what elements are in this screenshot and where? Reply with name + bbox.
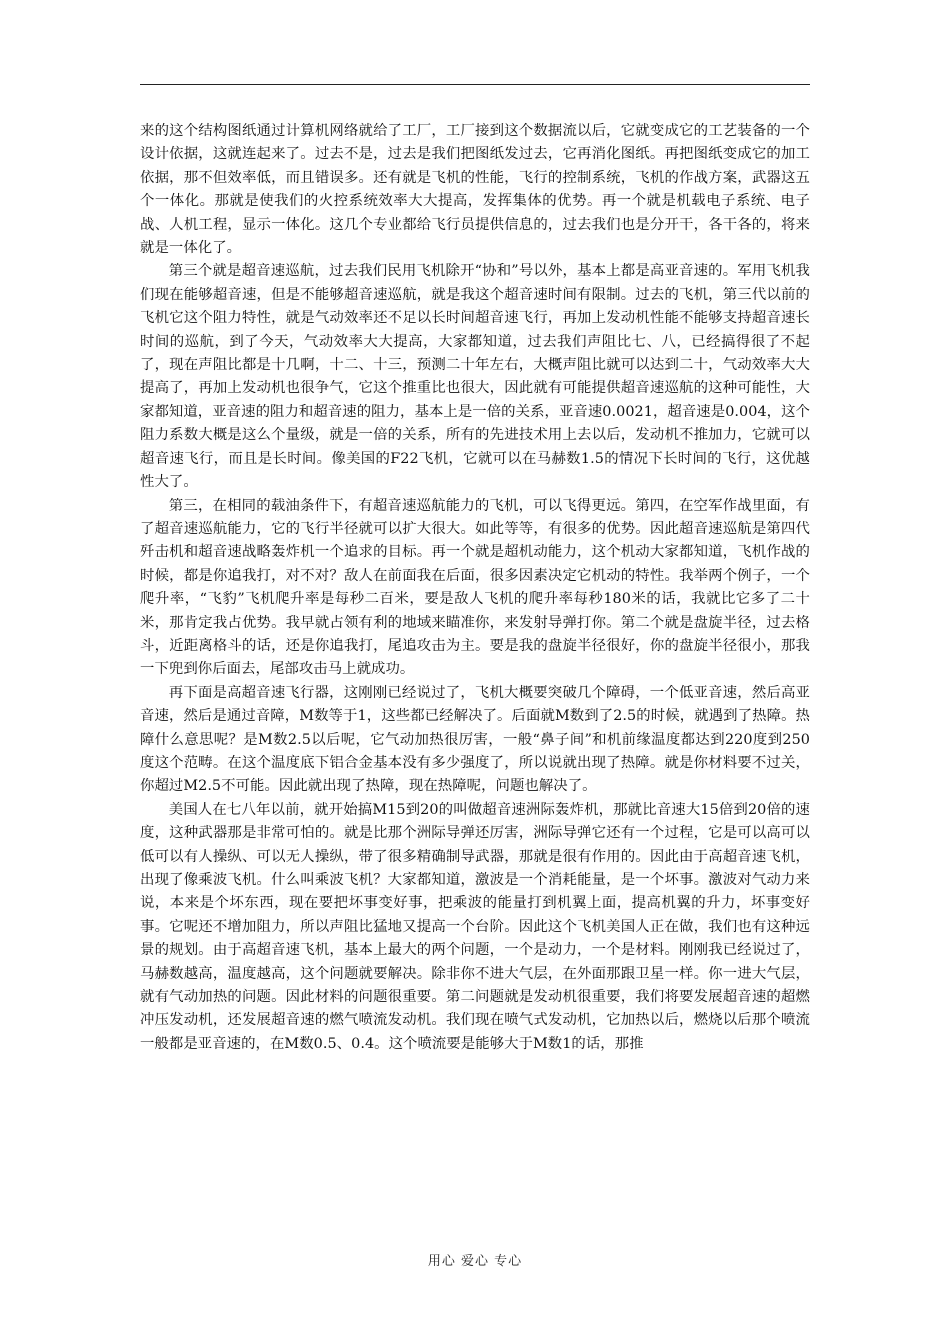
header-rule bbox=[140, 84, 810, 85]
document-body bbox=[140, 120, 810, 1056]
paragraph-4: 再下面是高超音速飞行器，这刚刚已经说过了，飞机大概要突破几个障碍，一个低亚音速，然后高亚音速，然后是通过音障，M数等于1，这些都已经解决了。后面就M数到了2.5的时候，就遇到了热障。热障什么意思呢？是M数2.5以后呢，它气动加热很厉害，一般“鼻子间”和机前缘温度都达到220度到250度这个范畴。在这个温度底下铝合金基本没有多少强度了，所以说就出现了热障。就是你材料要不过关，你超过M2.5不可能。因此就出现了热障，现在热障呢，问题也解决了。 bbox=[140, 684, 810, 795]
paragraph-1: 来的这个结构图纸通过计算机网络就给了工厂，工厂接到这个数据流以后，它就变成它的工艺装备的一个设计依据，这就连起来了。过去不是，过去是我们把图纸发过去，它再消化图纸。再把图纸变成它的加工依据，那不但效率低，而且错误多。还有就是飞机的性能，飞行的控制系统，飞机的作战方案，武器这五个一体化。那就是使我们的火控系统效率大大提高，发挥集体的优势。再一个就是机载电子系统、电子战、人机工程，显示一体化。这几个专业都给飞行员提供信息的，过去我们也是分开干，各干各的，将来就是一体化了。 bbox=[140, 123, 810, 257]
paragraph-5: 美国人在七八年以前，就开始搞M15到20的叫做超音速洲际轰炸机，那就比音速大15倍到20倍的速度，这种武器那是非常可怕的。就是比那个洲际导弹还厉害，洲际导弹它还有一个过程，它是可以高可以低可以有人操纵、可以无人操纵，带了很多精确制导武器，那就是很有作用的。因此由于高超音速飞机，出现了像乘波飞机。什么叫乘波飞机？大家都知道，激波是一个消耗能量，是一个坏事。激波对气动力来说，本来是个坏东西，现在要把坏事变好事，把乘波的能量打到机翼上面，提高机翼的升力，坏事变好事。它呢还不增加阻力，所以声阻比猛地又提高一个台阶。因此这个飞机美国人正在做，我们也有这种远景的规划。由于高超音速飞机，基本上最大的两个问题，一个是动力，一个是材料。刚刚我已经说过了，马赫数越高，温度越高，这个问题就要解决。除非你不进大气层，在外面那跟卫星一样。你一进大气层，就有气动加热的问题。因此材料的问题很重要。第二问题就是发动机很重要，我们将要发展超音速的超燃冲压发动机，还发展超音速的燃气喷流发动机。我们现在喷气式发动机，它加热以后，燃烧以后那个喷流一般都是亚音速的，在M数0.5、0.4。这个喷流要是能够大于M数1的话，那推 bbox=[140, 801, 810, 1052]
paragraph-3: 第三，在相同的载油条件下，有超音速巡航能力的飞机，可以飞得更远。第四，在空军作战里面，有了超音速巡航能力，它的飞行半径就可以扩大很大。如此等等，有很多的优势。因此超音速巡航是第四代歼击机和超音速战略轰炸机一个追求的目标。再一个就是超机动能力，这个机动大家都知道，飞机作战的时候，都是你追我打，对不对？敌人在前面我在后面，很多因素决定它机动的特性。我举两个例子，一个爬升率，“飞豹”飞机爬升率是每秒二百米，要是敌人飞机的爬升率每秒180米的话，我就比它多了二十米，那肯定我占优势。我早就占领有利的地域来瞄准你，来发射导弹打你。第二个就是盘旋半径，过去格斗，近距离格斗的话，还是你追我打，尾追攻击为主。要是我的盘旋半径很好，你的盘旋半径很小，那我一下兜到你后面去，尾部攻击马上就成功。 bbox=[140, 497, 810, 678]
paragraph-2: 第三个就是超音速巡航，过去我们民用飞机除开“协和”号以外，基本上都是高亚音速的。军用飞机我们现在能够超音速，但是不能够超音速巡航，就是我这个超音速时间有限制。过去的飞机，第三代以前的飞机它这个阻力特性，就是气动效率还不足以长时间超音速飞行，再加上发动机性能不能够支持超音速长时间的巡航，到了今天，气动效率大大提高，大家都知道，过去我们声阻比七、八，已经搞得很了不起了，现在声阻比都是十几啊，十二、十三，预测二十年左右，大概声阻比就可以达到二十，气动效率大大提高了，再加上发动机也很争气，它这个推重比也很大，因此就有可能提供超音速巡航的这种可能性，大家都知道，亚音速的阻力和超音速的阻力，基本上是一倍的关系，亚音速0.0021，超音速是0.004，这个阻力系数大概是这么个量级，就是一倍的关系，所有的先进技术用上去以后，发动机不推加力，它就可以超音速飞行，而且是长时间。像美国的F22飞机，它就可以在马赫数1.5的情况下长时间的飞行，这优越性大了。 bbox=[140, 263, 810, 491]
page-footer: 用心 爱心 专心 bbox=[427, 1254, 523, 1269]
